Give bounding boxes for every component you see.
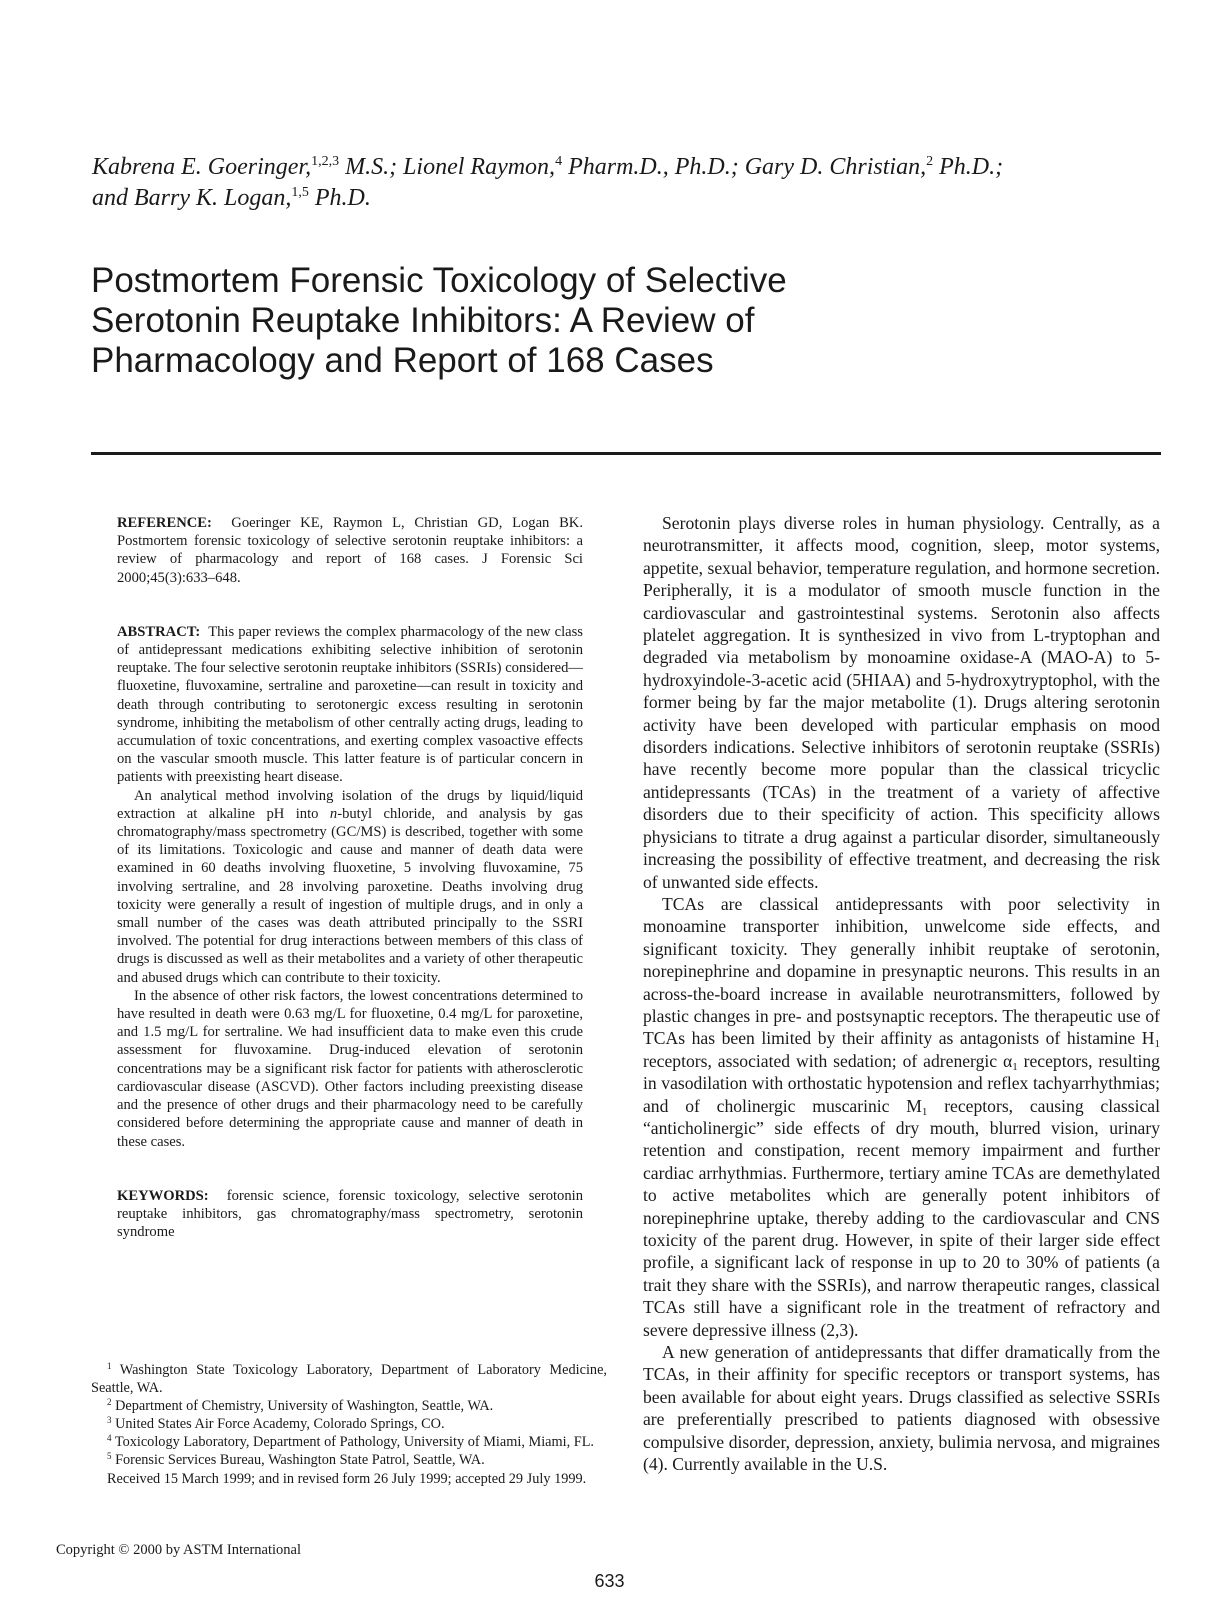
abstract-paragraph — [117, 623, 583, 787]
affiliation-marker: 1,2,3 — [311, 154, 340, 169]
footnote-number: 4 — [107, 1433, 112, 1444]
page-number: 633 — [594, 1571, 625, 1591]
author-name: Lionel Raymon, — [403, 154, 556, 180]
subscript: 1 — [1012, 1060, 1018, 1073]
abstract-block — [117, 623, 583, 1151]
reference-label: REFERENCE: — [117, 515, 212, 531]
body-column — [643, 512, 1160, 1475]
author-degree: Pharm.D., Ph.D.; — [562, 154, 745, 180]
footnote-text: United States Air Force Academy, Colorado Springs, CO. — [115, 1416, 445, 1433]
author-degree: Ph.D.; — [933, 154, 1004, 180]
keywords-block — [117, 1187, 583, 1242]
affiliation-marker: 1,5 — [291, 185, 309, 200]
abstract-paragraph: In the absence of other risk factors, the lowest concentrations determined to have resulted in death were 0.63 mg/L for fluoxetine, 0.4 mg/L for paroxetine, and 1.5 mg/L for sertraline. We had insufficient data to make even this crude assessment for fluvoxamine. Drug-induced elevation of serotonin concentrations may be a significant risk factor for patients with atherosclerotic cardiovascular disease (ASCVD). Other factors including preexisting disease and the presence of other drugs and their pharmacology need to be carefully considered before determining the appropriate cause and manner of death in these cases. — [117, 987, 583, 1150]
author-name: Kabrena E. Goeringer, — [92, 154, 312, 180]
footnote — [91, 1361, 607, 1397]
abstract-label: ABSTRACT: — [117, 623, 201, 640]
abstract-paragraph — [117, 787, 583, 987]
copyright-notice: Copyright © 2000 by ASTM International — [56, 1542, 302, 1558]
abstract-italic: n — [329, 805, 338, 822]
author-name: Gary D. Christian, — [744, 154, 927, 180]
footnote-number: 5 — [107, 1451, 112, 1462]
author-degree: Ph.D. — [308, 185, 371, 211]
body-text: receptors, associated with sedation; of adrenergic α — [643, 1050, 1013, 1071]
footnote-number: 2 — [107, 1397, 112, 1408]
abstract-text: This paper reviews the complex pharmacology of the new class of antidepressant medications exhibiting selective inhibition of serotonin reuptake. The four selective serotonin reuptake inhibitors (SSRIs) considered—fluoxetine, fluvoxamine, sertraline and paroxetine—can result in toxicity and death through contributing to serotonergic excess resulting in serotonin syndrome, inhibiting the metabolism of other centrally acting drugs, leading to accumulation of toxic concentrations, and exerting complex vasoactive effects on the vascular smooth muscle. This latter feature is of particular concern in patients with preexisting heart disease. — [117, 623, 583, 786]
author-degree: M.S.; — [339, 154, 404, 180]
footnote-number: 1 — [107, 1361, 112, 1371]
footnotes — [91, 1361, 607, 1488]
body-paragraph — [643, 893, 1160, 1341]
footnote-text: Forensic Services Bureau, Washington State Patrol, Seattle, WA. — [115, 1452, 485, 1469]
body-text: receptors, causing classical “anticholinergic” side effects of dry mouth, blurred vision, urinary retention and constipation, recent memory impairment and further cardiac arrhythmias. Furthermore, tertiary amine TCAs are demethylated to active metabolites which are generally potent inhibitors of norepinephrine uptake, thereby adding to the cardiovascular and CNS toxicity of the parent drug. However, in spite of their larger side effect profile, a significant lack of response in up to 20 to 30% of patients (a trait they share with the SSRIs), and narrow therapeutic ranges, classical TCAs still have a significant role in the treatment of refractory and severe depressive illness (2,3). — [643, 1095, 1161, 1340]
author-list — [92, 152, 1152, 214]
abstract-text: -butyl chloride, and analysis by gas chromatography/mass spectrometry (GC/MS) is described, together with some of its limitations. Toxicologic and cause and manner of death data were examined in 60 deaths involving fluoxetine, 5 involving fluvoxamine, 75 involving sertraline, and 28 involving paroxetine. Deaths involving drug toxicity were generally a result of ingestion of multiple drugs, and in only a small number of the cases was death attributed principally to the SSRI involved. The potential for drug interactions between members of this class of drugs is discussed as well as their metabolites and a variety of other therapeutic and abused drugs which can contribute to their toxicity. — [117, 805, 583, 986]
reference-block — [117, 514, 583, 587]
affiliation-marker: 4 — [555, 154, 563, 169]
keywords-label: KEYWORDS: — [117, 1187, 209, 1204]
reference-text: Goeringer KE, Raymon L, Christian GD, Logan BK. Postmortem forensic toxicology of selective serotonin reuptake inhibitors: a review of pharmacology and report of 168 cases. J Forensic Sci 2000;45(3):633–648. — [117, 515, 583, 586]
subscript: 1 — [921, 1105, 928, 1118]
footnote — [91, 1433, 607, 1451]
abstract-text: An analytical method involving isolation of the drugs by liquid/liquid extraction at alkaline pH into — [117, 787, 583, 822]
received-dates: Received 15 March 1999; and in revised form 26 July 1999; accepted 29 July 1999. — [107, 1470, 587, 1487]
footnote — [91, 1397, 607, 1415]
author-name: and Barry K. Logan, — [92, 185, 292, 211]
subscript: 1 — [1154, 1038, 1160, 1051]
affiliation-marker: 2 — [926, 154, 934, 169]
footnote-text: Toxicology Laboratory, Department of Pathology, University of Miami, Miami, FL. — [114, 1434, 595, 1451]
body-text: TCAs are classical antidepressants with poor selectivity in monoamine transporter inhibition, unwelcome side effects, and significant toxicity. They generally inhibit reuptake of serotonin, norepinephrine and dopamine in presynaptic neurons. This results in an across-the-board increase in available neurotransmitters, followed by plastic changes in pre- and postsynaptic receptors. The therapeutic use of TCAs has been limited by their affinity as antagonists of histamine H — [643, 893, 1160, 1049]
abstract-column — [117, 514, 583, 1241]
footnote — [91, 1415, 607, 1433]
title-divider — [91, 452, 1161, 455]
article-title: Postmortem Forensic Toxicology of Selective Serotonin Reuptake Inhibitors: A Review of Pharmacology and Report of 168 Cases — [91, 261, 787, 380]
footnote — [91, 1451, 607, 1469]
keywords-text: forensic science, forensic toxicology, selective serotonin reuptake inhibitors, gas chromatography/mass spectrometry, serotonin syndrome — [117, 1187, 584, 1241]
footnote-text: Department of Chemistry, University of Washington, Seattle, WA. — [115, 1398, 494, 1415]
body-text: receptors, resulting in vasodilation with orthostatic hypotension and reflex tachyarrhythmias; and of cholinergic muscarinic M — [643, 1050, 1160, 1116]
body-paragraph: A new generation of antidepressants that differ dramatically from the TCAs, in their affinity for specific receptors or transport systems, has been available for about eight years. Drugs classified as selective SSRIs are preferentially prescribed to patients diagnosed with obsessive compulsive disorder, depression, anxiety, bulimia nervosa, and migraines (4). Currently available in the U.S. — [643, 1342, 1160, 1475]
footnote-number: 3 — [107, 1415, 112, 1426]
body-paragraph: Serotonin plays diverse roles in human physiology. Centrally, as a neurotransmitter, it affects mood, cognition, sleep, motor systems, appetite, sexual behavior, temperature regulation, and hormone secretion. Peripherally, it is a modulator of smooth muscle function in the cardiovascular and gastrointestinal systems. Serotonin also affects platelet aggregation. It is synthesized in vivo from L-tryptophan and degraded via metabolism by monoamine oxidase-A (MAO-A) to 5-hydroxyindole-3-acetic acid (5HIAA) and 5-hydroxytryptophol, with the former being by far the major metabolite (1). Drugs altering serotonin activity have been developed with particular emphasis on mood disorders indications. Selective inhibitors of serotonin reuptake (SSRIs) have recently become more popular than the classical tricyclic antidepressants (TCAs) in the treatment of a variety of affective disorders due to their specificity of action. This specificity allows physicians to titrate a drug against a particular disorder, simultaneously increasing the possibility of effective treatment, and decreasing the risk of unwanted side effects. — [643, 513, 1160, 892]
footnote-text: Washington State Toxicology Laboratory, Department of Laboratory Medicine, Seattle, WA. — [91, 1362, 607, 1397]
